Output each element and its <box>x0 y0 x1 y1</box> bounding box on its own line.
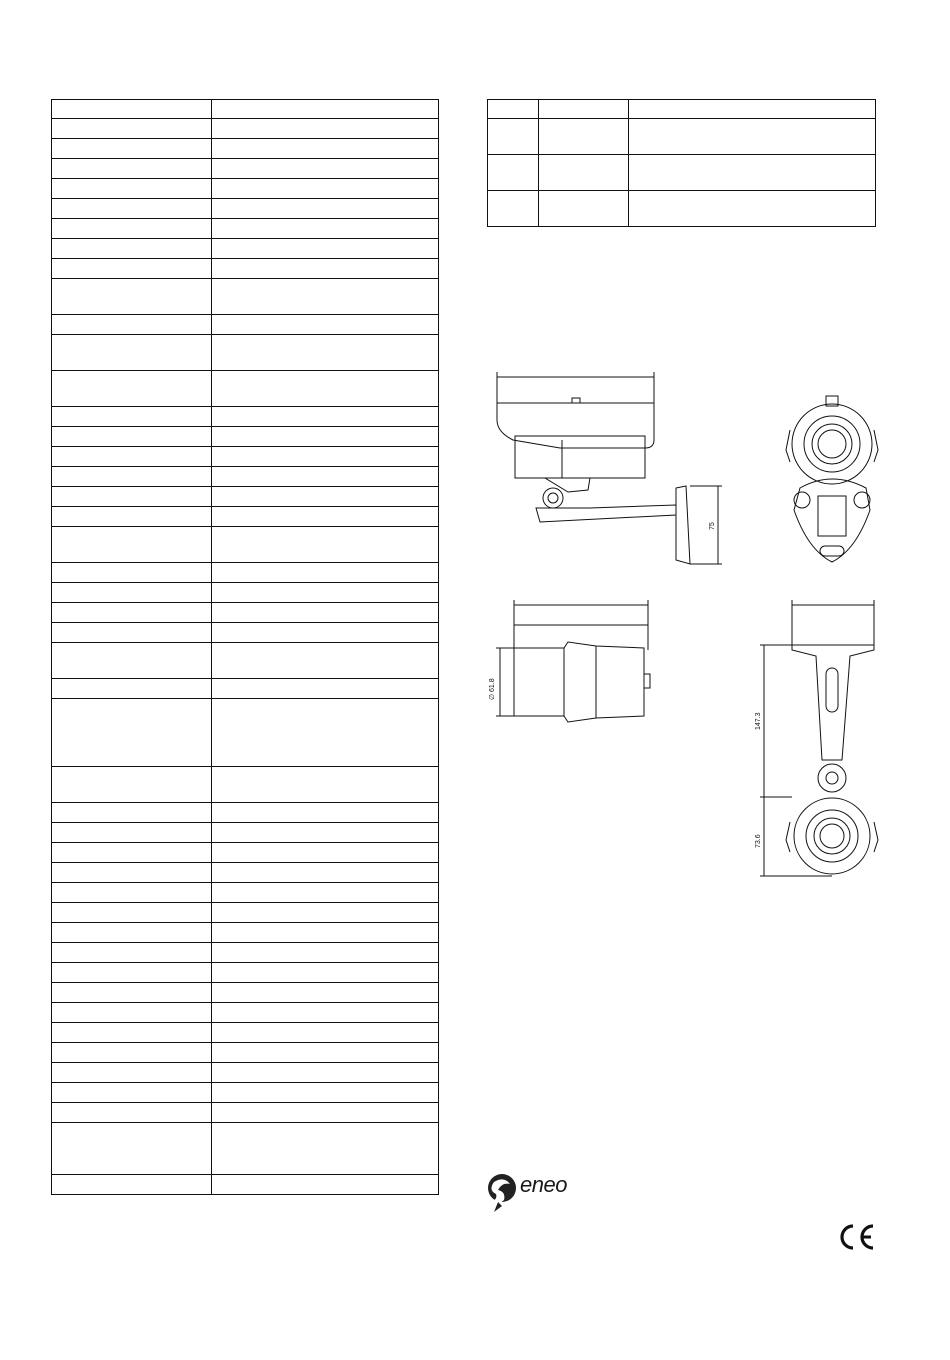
table-row <box>52 527 439 563</box>
table-cell <box>212 279 439 315</box>
eneo-logo <box>484 1170 594 1214</box>
table-cell <box>52 603 212 623</box>
dim-housing-label: 73.6 <box>755 834 762 848</box>
table-row <box>52 447 439 467</box>
table-row <box>52 1043 439 1063</box>
table-cell <box>212 239 439 259</box>
side-view-drawing <box>497 372 722 564</box>
table-cell <box>212 1023 439 1043</box>
table-cell <box>52 467 212 487</box>
table-cell <box>212 407 439 427</box>
table-row <box>52 259 439 279</box>
table-cell <box>212 923 439 943</box>
table-cell <box>488 100 539 119</box>
table-cell <box>52 1003 212 1023</box>
table-cell <box>212 1103 439 1123</box>
dim-diameter-label: ∅ 61.8 <box>489 678 496 700</box>
table-cell <box>52 100 212 119</box>
table-cell <box>212 259 439 279</box>
table-cell <box>539 191 629 227</box>
table-cell <box>52 943 212 963</box>
table-row <box>52 407 439 427</box>
table-cell <box>52 507 212 527</box>
table-cell <box>52 563 212 583</box>
table-cell <box>212 963 439 983</box>
table-cell <box>52 199 212 219</box>
table-row <box>52 1023 439 1043</box>
table-cell <box>52 159 212 179</box>
table-cell <box>212 487 439 507</box>
table-cell <box>212 943 439 963</box>
table-cell <box>52 219 212 239</box>
table-row <box>52 563 439 583</box>
eneo-logo-icon <box>484 1170 520 1214</box>
table-cell <box>52 803 212 823</box>
table-cell <box>52 427 212 447</box>
bracket-view-drawing <box>760 600 878 876</box>
table-cell <box>539 100 629 119</box>
table-row <box>52 623 439 643</box>
table-row <box>52 943 439 963</box>
table-cell <box>629 155 876 191</box>
table-row <box>52 1063 439 1083</box>
table-cell <box>52 1023 212 1043</box>
dim-bracket-label: 147.3 <box>755 712 762 730</box>
table-cell <box>52 699 212 767</box>
table-cell <box>539 119 629 155</box>
table-cell <box>52 179 212 199</box>
table-row <box>52 603 439 623</box>
table-cell <box>212 767 439 803</box>
table-row <box>52 487 439 507</box>
table-cell <box>539 155 629 191</box>
table-row <box>52 843 439 863</box>
table-cell <box>212 643 439 679</box>
table-cell <box>212 1043 439 1063</box>
table-cell <box>212 583 439 603</box>
table-row <box>52 139 439 159</box>
table-cell <box>212 335 439 371</box>
table-row <box>52 583 439 603</box>
specification-table <box>51 99 439 1195</box>
table-row <box>52 903 439 923</box>
table-cell <box>629 100 876 119</box>
table-row <box>52 863 439 883</box>
table-cell <box>52 1123 212 1175</box>
table-cell <box>212 1083 439 1103</box>
table-cell <box>52 1083 212 1103</box>
table-row <box>52 179 439 199</box>
table-row <box>52 279 439 315</box>
table-cell <box>52 767 212 803</box>
table-cell <box>52 371 212 407</box>
table-cell <box>52 447 212 467</box>
table-row <box>52 923 439 943</box>
table-cell <box>52 963 212 983</box>
dimension-drawings <box>470 360 900 890</box>
table-row <box>52 1003 439 1023</box>
model-table <box>487 99 876 227</box>
table-cell <box>52 863 212 883</box>
table-cell <box>212 843 439 863</box>
table-cell <box>212 623 439 643</box>
table-cell <box>212 679 439 699</box>
table-row <box>52 699 439 767</box>
table-cell <box>52 679 212 699</box>
table-cell <box>52 119 212 139</box>
table-cell <box>212 803 439 823</box>
table-row <box>488 100 876 119</box>
table-cell <box>212 427 439 447</box>
table-row <box>52 119 439 139</box>
table-row <box>488 119 876 155</box>
table-cell <box>52 1103 212 1123</box>
table-cell <box>52 407 212 427</box>
table-cell <box>212 219 439 239</box>
table-cell <box>212 903 439 923</box>
table-row <box>52 335 439 371</box>
table-row <box>52 983 439 1003</box>
table-cell <box>52 583 212 603</box>
table-cell <box>52 1043 212 1063</box>
table-row <box>52 507 439 527</box>
table-row <box>52 883 439 903</box>
table-cell <box>212 1175 439 1195</box>
table-cell <box>212 100 439 119</box>
table-cell <box>212 863 439 883</box>
table-cell <box>212 179 439 199</box>
table-row <box>52 1083 439 1103</box>
table-row <box>52 315 439 335</box>
table-row <box>488 155 876 191</box>
table-cell <box>52 139 212 159</box>
table-cell <box>52 279 212 315</box>
table-cell <box>52 487 212 507</box>
table-cell <box>52 335 212 371</box>
table-row <box>52 467 439 487</box>
table-cell <box>52 843 212 863</box>
table-row <box>52 100 439 119</box>
table-cell <box>212 447 439 467</box>
table-cell <box>212 527 439 563</box>
brand-name: eneo <box>520 1172 567 1197</box>
table-cell <box>52 239 212 259</box>
table-row <box>52 427 439 447</box>
table-row <box>52 1103 439 1123</box>
table-cell <box>212 371 439 407</box>
table-row <box>52 963 439 983</box>
table-cell <box>52 1175 212 1195</box>
table-cell <box>52 903 212 923</box>
table-row <box>52 159 439 179</box>
table-row <box>52 643 439 679</box>
table-cell <box>488 119 539 155</box>
table-cell <box>52 1063 212 1083</box>
table-cell <box>212 699 439 767</box>
ce-mark <box>836 1222 876 1252</box>
table-cell <box>629 119 876 155</box>
table-row <box>52 1175 439 1195</box>
table-row <box>52 803 439 823</box>
table-cell <box>52 259 212 279</box>
table-row <box>52 371 439 407</box>
front-view-drawing <box>786 396 878 562</box>
table-cell <box>52 643 212 679</box>
table-cell <box>52 883 212 903</box>
table-row <box>488 191 876 227</box>
table-cell <box>52 315 212 335</box>
table-cell <box>488 155 539 191</box>
table-cell <box>52 983 212 1003</box>
table-cell <box>212 1063 439 1083</box>
table-row <box>52 199 439 219</box>
table-row <box>52 219 439 239</box>
table-cell <box>52 923 212 943</box>
table-row <box>52 767 439 803</box>
table-row <box>52 823 439 843</box>
table-cell <box>212 983 439 1003</box>
table-cell <box>212 1123 439 1175</box>
table-cell <box>212 823 439 843</box>
table-cell <box>52 823 212 843</box>
top-view-drawing <box>496 600 650 722</box>
table-cell <box>212 883 439 903</box>
table-cell <box>212 1003 439 1023</box>
table-cell <box>212 139 439 159</box>
table-row <box>52 1123 439 1175</box>
table-cell <box>52 623 212 643</box>
table-cell <box>212 563 439 583</box>
table-cell <box>52 527 212 563</box>
table-cell <box>488 191 539 227</box>
table-cell <box>212 199 439 219</box>
table-row <box>52 239 439 259</box>
table-cell <box>629 191 876 227</box>
dim-height-label: 75 <box>709 522 716 530</box>
table-cell <box>212 467 439 487</box>
table-cell <box>212 603 439 623</box>
table-cell <box>212 119 439 139</box>
table-cell <box>212 315 439 335</box>
table-row <box>52 679 439 699</box>
table-cell <box>212 507 439 527</box>
table-cell <box>212 159 439 179</box>
